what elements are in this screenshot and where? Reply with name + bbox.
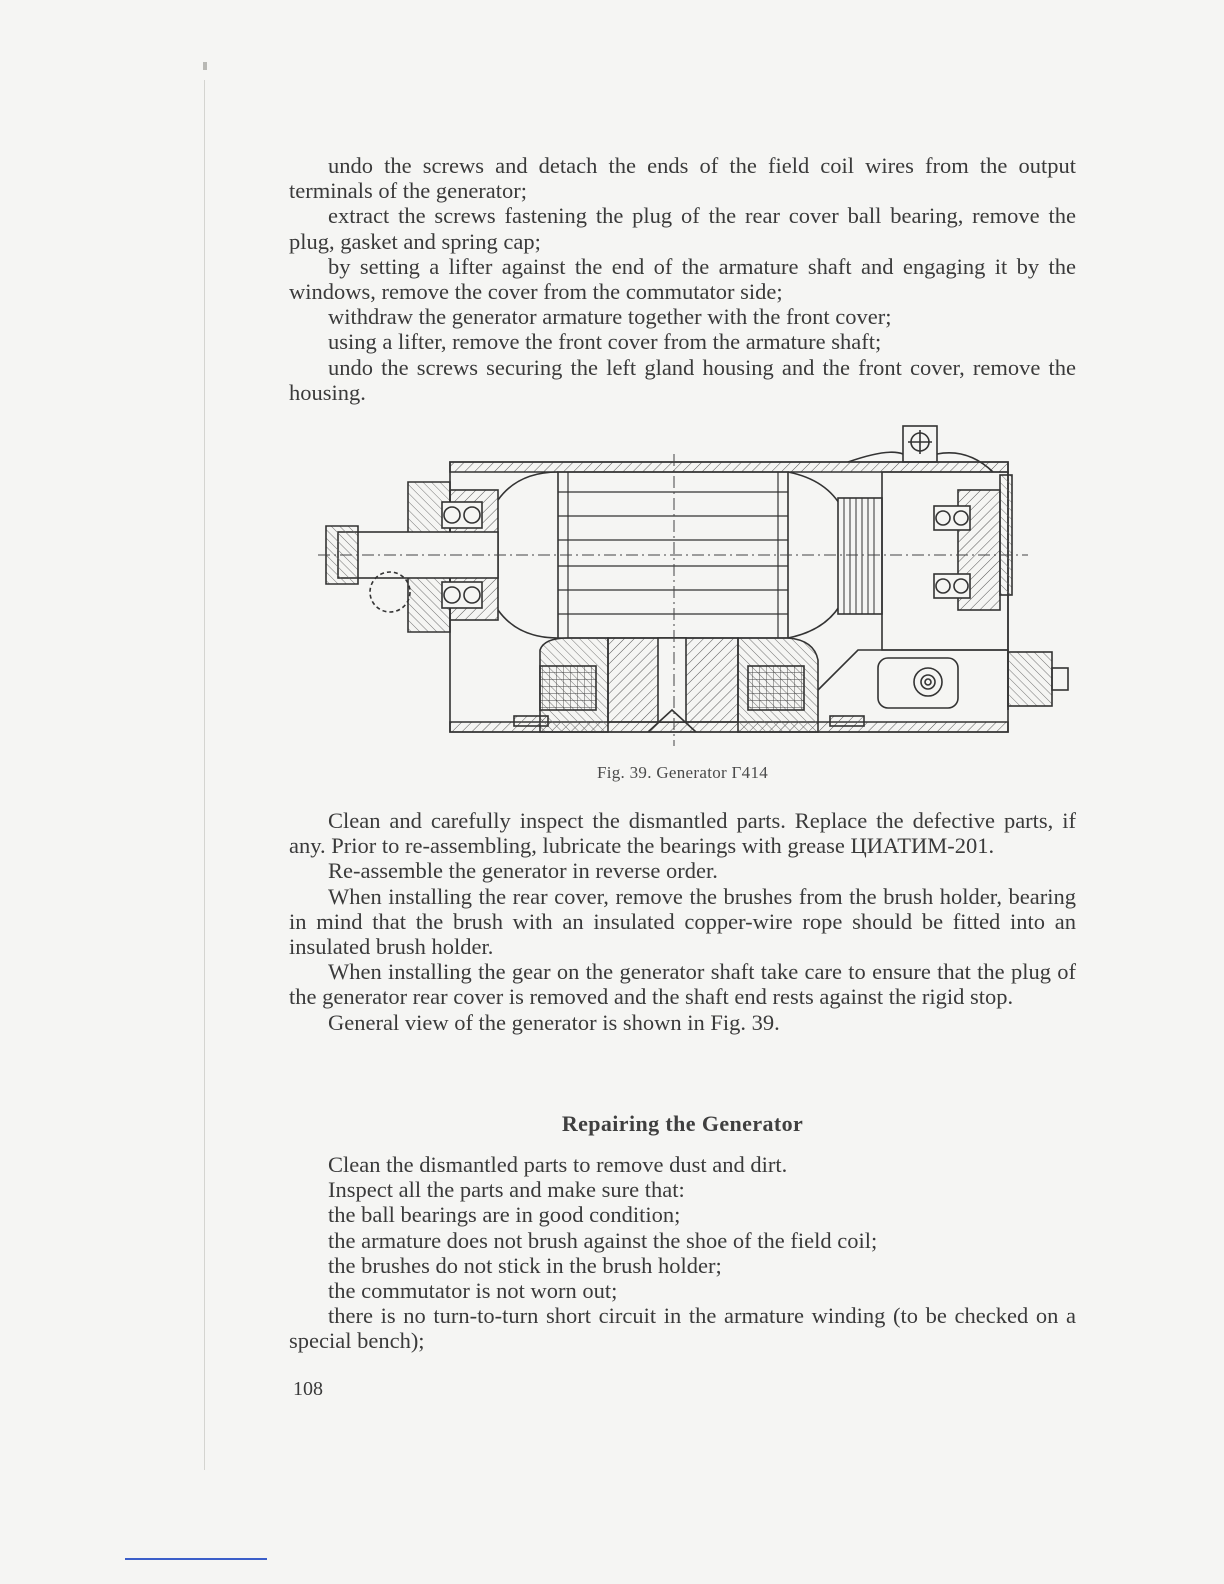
- binding-line: [204, 80, 205, 1470]
- paragraph: the armature does not brush against the shoe of the field coil;: [328, 1227, 878, 1253]
- binding-mark: [203, 62, 207, 70]
- paragraph: undo the screws securing the left gland housing and the front cover, remove the housing.: [289, 354, 1076, 405]
- paragraph: the ball bearings are in good condition;: [328, 1202, 681, 1228]
- paragraph: When installing the rear cover, remove the brushes from the brush holder, bearing in mind that the brush with an insulated copper-wire rope should be fitted into an insulated brush holder.: [289, 883, 1076, 960]
- field-coil-right: [738, 638, 818, 732]
- output-terminal: [818, 650, 1068, 710]
- paragraph: there is no turn-to-turn short circuit in the armature winding (to be checked on a special bench);: [289, 1303, 1076, 1354]
- section-heading: Repairing the Generator: [561, 1111, 804, 1136]
- paragraph: Clean and carefully inspect the dismantled parts. Replace the defective parts, if any. Prior to re-assembling, lubricate the bearings with grease ЦИАТИМ-201.: [289, 808, 1076, 859]
- page-number: 108: [293, 1378, 323, 1400]
- figure-caption: Fig. 39. Generator Г414: [596, 763, 769, 782]
- paragraph: undo the screws and detach the ends of the field coil wires from the output terminals of the generator;: [289, 153, 1076, 204]
- paragraph: withdraw the generator armature together with the front cover;: [328, 304, 892, 330]
- paragraph: Inspect all the parts and make sure that:: [328, 1177, 685, 1203]
- bottom-rule: [125, 1558, 267, 1560]
- field-coil-left: [540, 638, 608, 732]
- paragraph: General view of the generator is shown in Fig. 39.: [328, 1009, 780, 1035]
- text-block-top: [289, 153, 1076, 405]
- generator-diagram: [318, 420, 1078, 750]
- paragraph: Clean the dismantled parts to remove dust and dirt.: [328, 1152, 788, 1177]
- paragraph: extract the screws fastening the plug of the rear cover ball bearing, remove the plug, gasket and spring cap;: [289, 203, 1076, 254]
- text-block-bottom: [289, 1152, 1076, 1354]
- paragraph: the brushes do not stick in the brush holder;: [328, 1252, 722, 1278]
- paragraph: When installing the gear on the generator shaft take care to ensure that the plug of the generator rear cover is removed and the shaft end rests against the rigid stop.: [289, 959, 1076, 1010]
- paragraph: the commutator is not worn out;: [328, 1278, 618, 1304]
- commutator: [838, 498, 882, 614]
- paragraph: by setting a lifter against the end of the armature shaft and engaging it by the windows, remove the cover from the commutator side;: [289, 253, 1076, 305]
- paragraph: Re-assemble the generator in reverse order.: [328, 858, 718, 884]
- paragraph: using a lifter, remove the front cover from the armature shaft;: [328, 329, 882, 355]
- text-block-middle: [289, 808, 1076, 1035]
